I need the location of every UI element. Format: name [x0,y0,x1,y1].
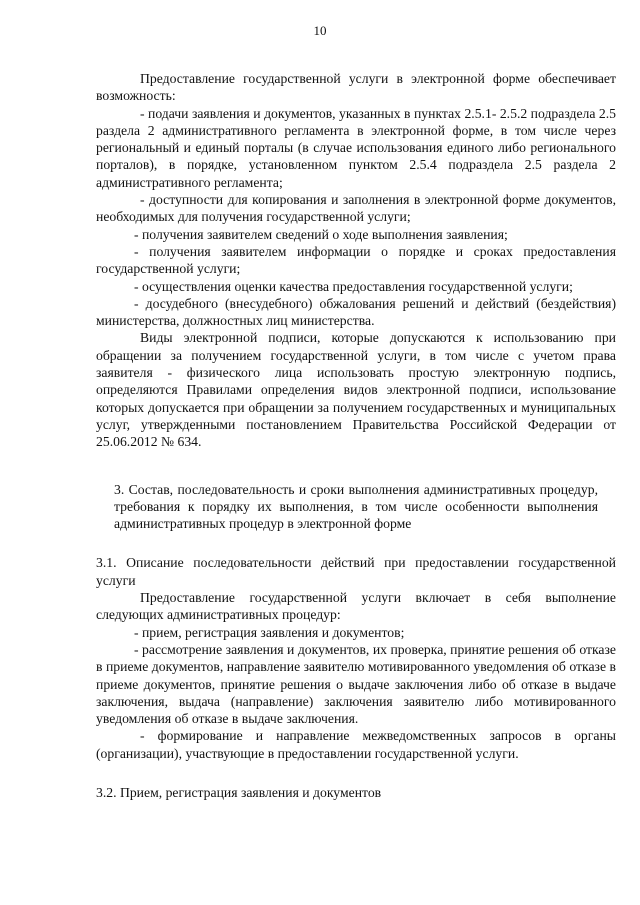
list-item-procedure-info: - получения заявителем информации о порядке и сроках предоставления государственной услуги; [96,243,616,277]
paragraph-e-signature: Виды электронной подписи, которые допускаются к использованию при обращении за получением государственной услуги, в том числе с учетом права заявителя - физического лица использовать простую электронную подпись, определяются Правилами определения видов электронной подписи, использование которых допускается при обращении за получением государственных и муниципальных услуг, утвержденными постановлением Правительства Российской Федерации от 25.06.2012 № 634. [96,330,616,450]
document-body [96,70,616,801]
section-3-1-heading: 3.1. Описание последовательности действий при предоставлении государственной услуги [96,555,616,588]
list-item-quality-assessment: - осуществления оценки качества предоставления государственной услуги; [134,278,573,294]
list-item-status-info: - получения заявителем сведений о ходе выполнения заявления; [134,226,508,242]
list-item-submission: - подачи заявления и документов, указанных в пунктах 2.5.1- 2.5.2 подраздела 2.5 раздела 2 административного регламента в электронной форме, в том числе через региональный и единый порталы (в случае использования единого либо регионального порталов), в порядке, установленном пунктом 2.5.4 подраздела 2.5 раздела 2 административного регламента; [96,105,616,190]
page-number: 10 [313,23,327,38]
section-3-heading: 3. Состав, последовательность и сроки выполнения административных процедур, требования к порядку их выполнения, в том числе особенности выполнения административных процедур в электронной форме [114,481,598,532]
section-3-1-intro: Предоставление государственной услуги включает в себя выполнение следующих административных процедур: [96,590,616,623]
section-3-2-heading: 3.2. Прием, регистрация заявления и документов [96,784,382,800]
list-item-appeal: - досудебного (внесудебного) обжалования решений и действий (бездействия) министерства, должностных лиц министерства. [96,295,616,329]
procedure-item-interagency: - формирование и направление межведомственных запросов в органы (организации), участвующие в предоставлении государственной услуги. [96,728,616,761]
procedure-item-review: - рассмотрение заявления и документов, их проверка, принятие решения об отказе в приеме документов, направление заявителю мотивированного уведомления об отказе в приеме документов, принятие решения о выдаче заключения либо об отказе в выдаче заключения, выдача (направление) заключения заявителю либо мотивированного уведомления об отказе в выдаче заключения. [96,641,616,727]
procedure-item-reception: - прием, регистрация заявления и документов; [134,624,405,640]
paragraph-intro: Предоставление государственной услуги в электронной форме обеспечивает возможность: [96,71,616,104]
list-item-copy-access: - доступности для копирования и заполнения в электронной форме документов, необходимых для получения государственной услуги; [96,192,616,225]
